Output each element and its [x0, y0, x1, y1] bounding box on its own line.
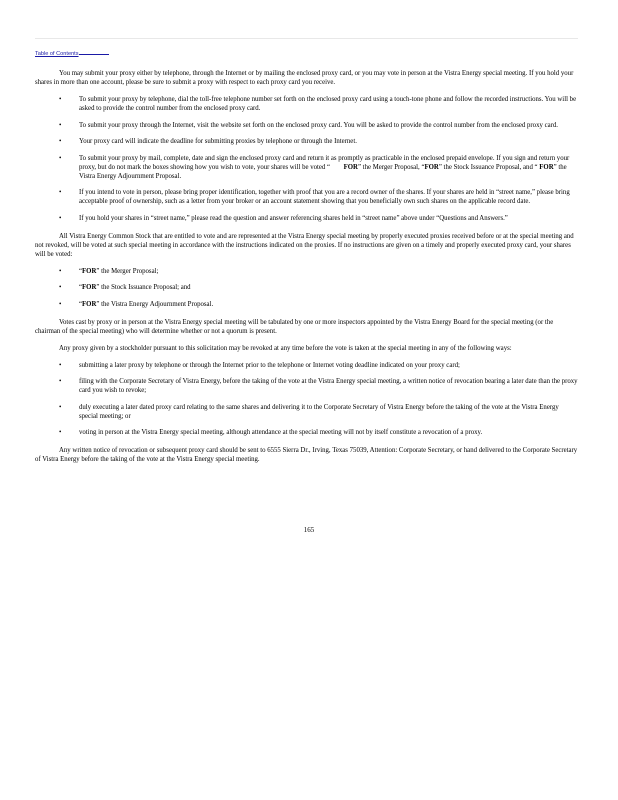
list-item: • If you intend to vote in person, please bring proper identification, together with proof that you are a record owner of the shares. If your shares are held in “street name,” please bring acceptable proof of ownership, such as a letter from your broker or an account statement showing that you beneficially own such shares on the applicable record date.	[59, 189, 570, 205]
page-number: 165	[303, 526, 315, 534]
list-item: • Your proxy card will indicate the deadline for submitting proxies by telephone or through the Internet.	[59, 138, 357, 145]
bullet: •	[59, 267, 62, 275]
bullet: •	[59, 403, 62, 411]
for-label: FOR	[424, 163, 439, 171]
revocation-methods-list	[35, 361, 578, 438]
bullet: •	[59, 121, 62, 129]
list-item: • filing with the Corporate Secretary of Vistra Energy, before the taking of the vote at the Vistra Energy special meeting, a written notice of revocation bearing a later date than the proxy card you wish to revoke;	[59, 378, 578, 394]
bullet: •	[59, 378, 62, 385]
list-item: • submitting a later proxy by telephone or through the Internet prior to the telephone or Internet voting deadline indicated on your proxy card;	[59, 361, 460, 369]
for-label: FOR	[539, 163, 554, 171]
list-item: • voting in person at the Vistra Energy special meeting, although attendance at the special meeting will not by itself constitute a revocation of a proxy.	[59, 429, 483, 436]
list-item: • duly executing a later dated proxy card relating to the same shares and delivering it to the Corporate Secretary of Vistra Energy before the taking of the vote at the Vistra Energy special meeting; or	[59, 403, 559, 420]
bullet: •	[59, 214, 62, 222]
bullet: •	[59, 284, 62, 291]
bullet: •	[59, 96, 62, 103]
list-item: • “FOR” the Vistra Energy Adjournment Proposal.	[59, 300, 214, 308]
header-divider	[35, 38, 578, 39]
bullet: •	[59, 429, 62, 436]
tabulation-paragraph: Votes cast by proxy or in person at the Vistra Energy special meeting will be tabulated by one or more inspectors appointed by the Vistra Energy Board for the special meeting (or the chairman of the special meeting) who will determine whether or not a quorum is present.	[35, 318, 554, 335]
intro-paragraph: You may submit your proxy either by telephone, through the Internet or by mailing the enclosed proxy card, or you may vote in person at the Vistra Energy special meeting. If you hold your shares in more than one account, please be sure to submit a proxy with respect to each proxy card you receive.	[35, 70, 574, 86]
list-item: • To submit your proxy through the Internet, visit the website set forth on the enclosed proxy card. You will be asked to provide the control number from the enclosed proxy card.	[59, 121, 558, 129]
list-item: • To submit your proxy by mail, complete, date and sign the enclosed proxy card and return it as promptly as practicable in the enclosed prepaid envelope. If you sign and return your proxy, but do not mark the boxes showing how you wish to vote, your shares will be voted “ FOR” the Merger Proposal, “FOR” the Stock Issuance Proposal, and “ FOR” the Vistra Energy Adjournment Proposal.	[59, 154, 570, 180]
table-of-contents-link[interactable]	[35, 50, 109, 57]
list-item: • If you hold your shares in “street name,” please read the question and answer referencing shares held in “street name” above under “Questions and Answers.”	[59, 214, 508, 222]
bullet: •	[59, 361, 62, 369]
default-vote-list	[35, 267, 578, 309]
toc-link-label[interactable]: Table of Contents	[35, 51, 79, 57]
bullet: •	[59, 138, 62, 145]
bullet: •	[59, 154, 62, 162]
document-body	[35, 69, 578, 472]
bullet: •	[59, 300, 62, 308]
list-item: • “FOR” the Merger Proposal;	[59, 267, 159, 275]
proxy-methods-list	[35, 95, 578, 223]
list-item: • To submit your proxy by telephone, dial the toll-free telephone number set forth on the enclosed proxy card using a touch-tone phone and follow the recorded instructions. You will be asked to provide the control number from the enclosed proxy card.	[59, 96, 577, 112]
notice-address-paragraph: Any written notice of revocation or subsequent proxy card should be sent to 6555 Sierra Dr., Irving, Texas 75039, Attention: Corporate Secretary, or hand delivered to the Corporate Secretary of Vistra Energy before the taking of the vote at the Vistra Energy special meeting.	[35, 447, 578, 463]
revocation-paragraph: Any proxy given by a stockholder pursuant to this solicitation may be revoked at any time before the vote is taken at the special meeting in any of the following ways:	[59, 344, 512, 352]
toc-link-underline[interactable]	[79, 50, 109, 55]
list-item: • “FOR” the Stock Issuance Proposal; and	[59, 284, 191, 291]
for-label: FOR	[343, 163, 358, 171]
bullet: •	[59, 189, 62, 196]
common-stock-paragraph: All Vistra Energy Common Stock that are entitled to vote and are represented at the Vistra Energy special meeting by properly executed proxies received before or at the special meeting and not revoked, will be voted at such special meeting in accordance with the instructions indicated on the proxies. If no instructions are given on a timely and properly executed proxy card, your shares will be voted:	[35, 232, 574, 258]
